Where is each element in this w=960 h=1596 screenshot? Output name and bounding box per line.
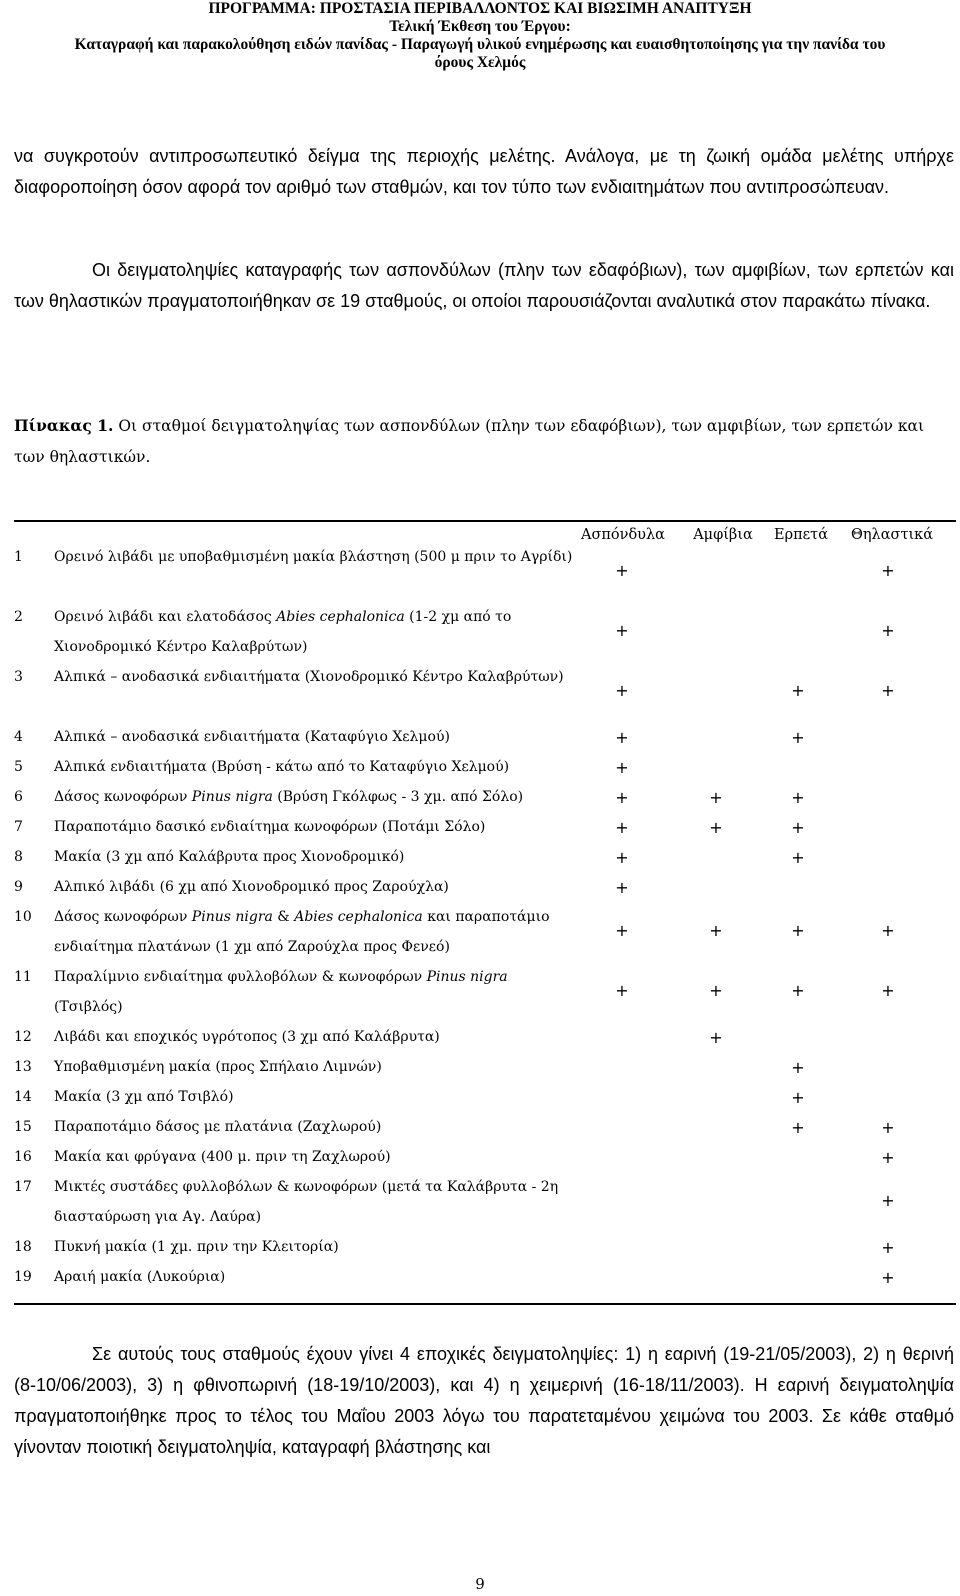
presence-mark: + <box>791 1088 805 1107</box>
presence-mark: + <box>791 728 805 747</box>
presence-mark: + <box>791 981 805 1000</box>
table-row <box>14 842 956 872</box>
table-row <box>14 542 956 602</box>
table-row <box>14 872 956 902</box>
presence-mark: + <box>881 981 895 1000</box>
presence-mark: + <box>615 758 629 777</box>
table-row <box>14 782 956 812</box>
station-description: Μακία και φρύγανα (400 μ. πριν τη Ζαχλωρού) <box>54 1149 391 1165</box>
presence-mark: + <box>709 818 723 837</box>
station-description: Μικτές συστάδες φυλλοβόλων & κωνοφόρων (μετά τα Καλάβρυτα - 2η διασταύρωση για Αγ. Λαύρα) <box>54 1179 559 1225</box>
presence-mark: + <box>881 1148 895 1167</box>
column-header-invertebrates: Ασπόνδυλα <box>581 527 665 543</box>
presence-mark: + <box>881 1268 895 1287</box>
station-description: Αραιή μακία (Λυκούρια) <box>54 1269 226 1285</box>
presence-mark: + <box>881 921 895 940</box>
station-number: 5 <box>14 759 23 775</box>
header-report: Τελική Έκθεση του Έργου: <box>389 18 571 35</box>
table-row <box>14 602 956 662</box>
header-project-title-cont: όρους Χελμός <box>434 54 526 71</box>
station-description: Μακία (3 χμ από Καλάβρυτα προς Χιονοδρομικό) <box>54 849 405 865</box>
station-number: 18 <box>14 1239 32 1255</box>
station-number: 14 <box>14 1089 32 1105</box>
station-description: Παραποτάμιο δασικό ενδιαίτημα κωνοφόρων (Ποτάμι Σόλο) <box>54 819 486 835</box>
paragraph-intro: να συγκροτούν αντιπροσωπευτικό δείγμα της περιοχής μελέτης. Ανάλογα, με τη ζωική ομάδα μελέτης υπήρχε διαφοροποίηση όσον αφορά τον αριθμό των σταθμών, και τον τύπο των ενδιαιτημάτων που αντιπροσώπευαν. <box>14 146 954 197</box>
station-number: 3 <box>14 669 23 685</box>
presence-mark: + <box>881 1238 895 1257</box>
table-row <box>14 1082 956 1112</box>
presence-mark: + <box>615 728 629 747</box>
presence-mark: + <box>709 788 723 807</box>
presence-mark: + <box>791 848 805 867</box>
column-header-mammals: Θηλαστικά <box>850 527 933 543</box>
table-row <box>14 722 956 752</box>
station-number: 1 <box>14 549 23 565</box>
presence-mark: + <box>791 788 805 807</box>
station-number: 10 <box>14 909 32 925</box>
station-description: Δάσος κωνοφόρων Pinus nigra & Abies cephalonica και παραποτάμιο ενδιαίτημα πλατάνων (1 χμ από Ζαρούχλα προς Φενεό) <box>54 909 550 955</box>
station-number: 2 <box>14 609 23 625</box>
station-number: 13 <box>14 1059 32 1075</box>
station-description: Παραλίμνιο ενδιαίτημα φυλλοβόλων & κωνοφόρων Pinus nigra (Τσιβλός) <box>54 969 508 1015</box>
table-row <box>14 752 956 782</box>
header-project-title: Καταγραφή και παρακολούθηση ειδών πανίδας - Παραγωγή υλικού ενημέρωσης και ευαισθητοποίησης για την πανίδα του <box>74 36 886 53</box>
presence-mark: + <box>791 921 805 940</box>
presence-mark: + <box>709 981 723 1000</box>
station-number: 8 <box>14 849 23 865</box>
station-number: 16 <box>14 1149 32 1165</box>
station-number: 11 <box>14 969 32 985</box>
station-number: 4 <box>14 729 23 745</box>
station-description: Αλπικά ενδιαιτήματα (Βρύση - κάτω από το Καταφύγιο Χελμού) <box>54 759 510 775</box>
presence-mark: + <box>615 621 629 640</box>
station-description: Υποβαθμισμένη μακία (προς Σπήλαιο Λιμνών) <box>54 1059 382 1075</box>
station-number: 9 <box>14 879 23 895</box>
table-row <box>14 1022 956 1052</box>
table-row <box>14 1112 956 1142</box>
station-number: 19 <box>14 1269 32 1285</box>
presence-mark: + <box>615 561 629 580</box>
table-row <box>14 1052 956 1082</box>
table-top-rule <box>14 520 956 522</box>
table-caption-text: Οι σταθμοί δειγματοληψίας των ασπονδύλων (πλην των εδαφόβιων), των αμφιβίων, των ερπετών και των θηλαστικών. <box>14 417 925 466</box>
presence-mark: + <box>615 878 629 897</box>
presence-mark: + <box>791 1058 805 1077</box>
presence-mark: + <box>791 1118 805 1137</box>
table-row <box>14 1232 956 1262</box>
presence-mark: + <box>881 1118 895 1137</box>
table-row <box>14 962 956 1022</box>
presence-mark: + <box>615 848 629 867</box>
station-description: Ορεινό λιβάδι και ελατοδάσος Abies cephalonica (1-2 χμ από το Χιονοδρομικό Κέντρο Καλαβρύτων) <box>54 609 512 655</box>
presence-mark: + <box>881 681 895 700</box>
presence-mark: + <box>615 921 629 940</box>
station-description: Αλπικά – ανοδασικά ενδιαιτήματα (Καταφύγιο Χελμού) <box>54 729 450 745</box>
table-row <box>14 902 956 962</box>
table-row <box>14 1262 956 1292</box>
table-caption <box>14 410 954 473</box>
presence-mark: + <box>709 1028 723 1047</box>
station-description: Μακία (3 χμ από Τσιβλό) <box>54 1089 234 1105</box>
page-number: 9 <box>475 1575 485 1593</box>
presence-mark: + <box>881 561 895 580</box>
table-row <box>14 812 956 842</box>
station-number: 17 <box>14 1179 32 1195</box>
column-header-reptiles: Ερπετά <box>774 527 828 543</box>
presence-mark: + <box>709 921 723 940</box>
station-description: Λιβάδι και εποχικός υγρότοπος (3 χμ από Καλάβρυτα) <box>54 1029 440 1045</box>
station-description: Αλπικό λιβάδι (6 χμ από Χιονοδρομικό προς Ζαρούχλα) <box>54 879 449 895</box>
presence-mark: + <box>615 981 629 1000</box>
station-description: Δάσος κωνοφόρων Pinus nigra (Βρύση Γκόλφως - 3 χμ. από Σόλο) <box>54 789 524 805</box>
presence-mark: + <box>791 681 805 700</box>
station-description: Ορεινό λιβάδι με υποβαθμισμένη μακία βλάστηση (500 μ πριν το Αγρίδι) <box>54 549 573 565</box>
station-number: 12 <box>14 1029 32 1045</box>
station-number: 15 <box>14 1119 32 1135</box>
station-description: Παραποτάμιο δάσος με πλατάνια (Ζαχλωρού) <box>54 1119 382 1135</box>
station-number: 7 <box>14 819 23 835</box>
document-header <box>0 0 960 72</box>
table-row <box>14 1172 956 1232</box>
presence-mark: + <box>615 788 629 807</box>
presence-mark: + <box>881 621 895 640</box>
station-number: 6 <box>14 789 23 805</box>
presence-mark: + <box>791 818 805 837</box>
paragraph-sampling-seasons: Σε αυτούς τους σταθμούς έχουν γίνει 4 εποχικές δειγματοληψίες: 1) η εαρινή (19-21/05/2003), 2) η θερινή (8-10/06/2003), 3) η φθινοπωρινή (18-19/10/2003), και 4) η χειμερινή (16-18/11/2003). Η εαρινή δειγματοληψία πραγματοποιήθηκε προς το τέλος του Μαΐου 2003 λόγω του παρατεταμένου χειμώνα του 2003. Σε κάθε σταθμό γίνονταν ποιοτική δειγματοληψία, καταγραφή βλάστησης και <box>14 1344 954 1457</box>
table-bottom-rule <box>14 1303 956 1305</box>
paragraph-stations: Οι δειγματοληψίες καταγραφής των ασπονδύλων (πλην των εδαφόβιων), των αμφιβίων, των ερπετών και των θηλαστικών πραγματοποιήθηκαν σε 19 σταθμούς, οι οποίοι παρουσιάζονται αναλυτικά στον παρακάτω πίνακα. <box>14 260 954 311</box>
table-row <box>14 1142 956 1172</box>
station-description: Πυκνή μακία (1 χμ. πριν την Κλειτορία) <box>54 1239 339 1255</box>
station-description: Αλπικά – ανοδασικά ενδιαιτήματα (Χιονοδρομικό Κέντρο Καλαβρύτων) <box>54 669 564 685</box>
presence-mark: + <box>881 1191 895 1210</box>
presence-mark: + <box>615 681 629 700</box>
header-program: ΠΡΟΓΡΑΜΜΑ: ΠΡΟΣΤΑΣΙΑ ΠΕΡΙΒΑΛΛΟΝΤΟΣ ΚΑΙ ΒΙΩΣΙΜΗ ΑΝΑΠΤΥΞΗ <box>208 0 752 17</box>
presence-mark: + <box>615 818 629 837</box>
table-caption-label: Πίνακας 1. <box>14 416 114 435</box>
column-header-amphibians: Αμφίβια <box>693 527 753 543</box>
table-row <box>14 662 956 722</box>
